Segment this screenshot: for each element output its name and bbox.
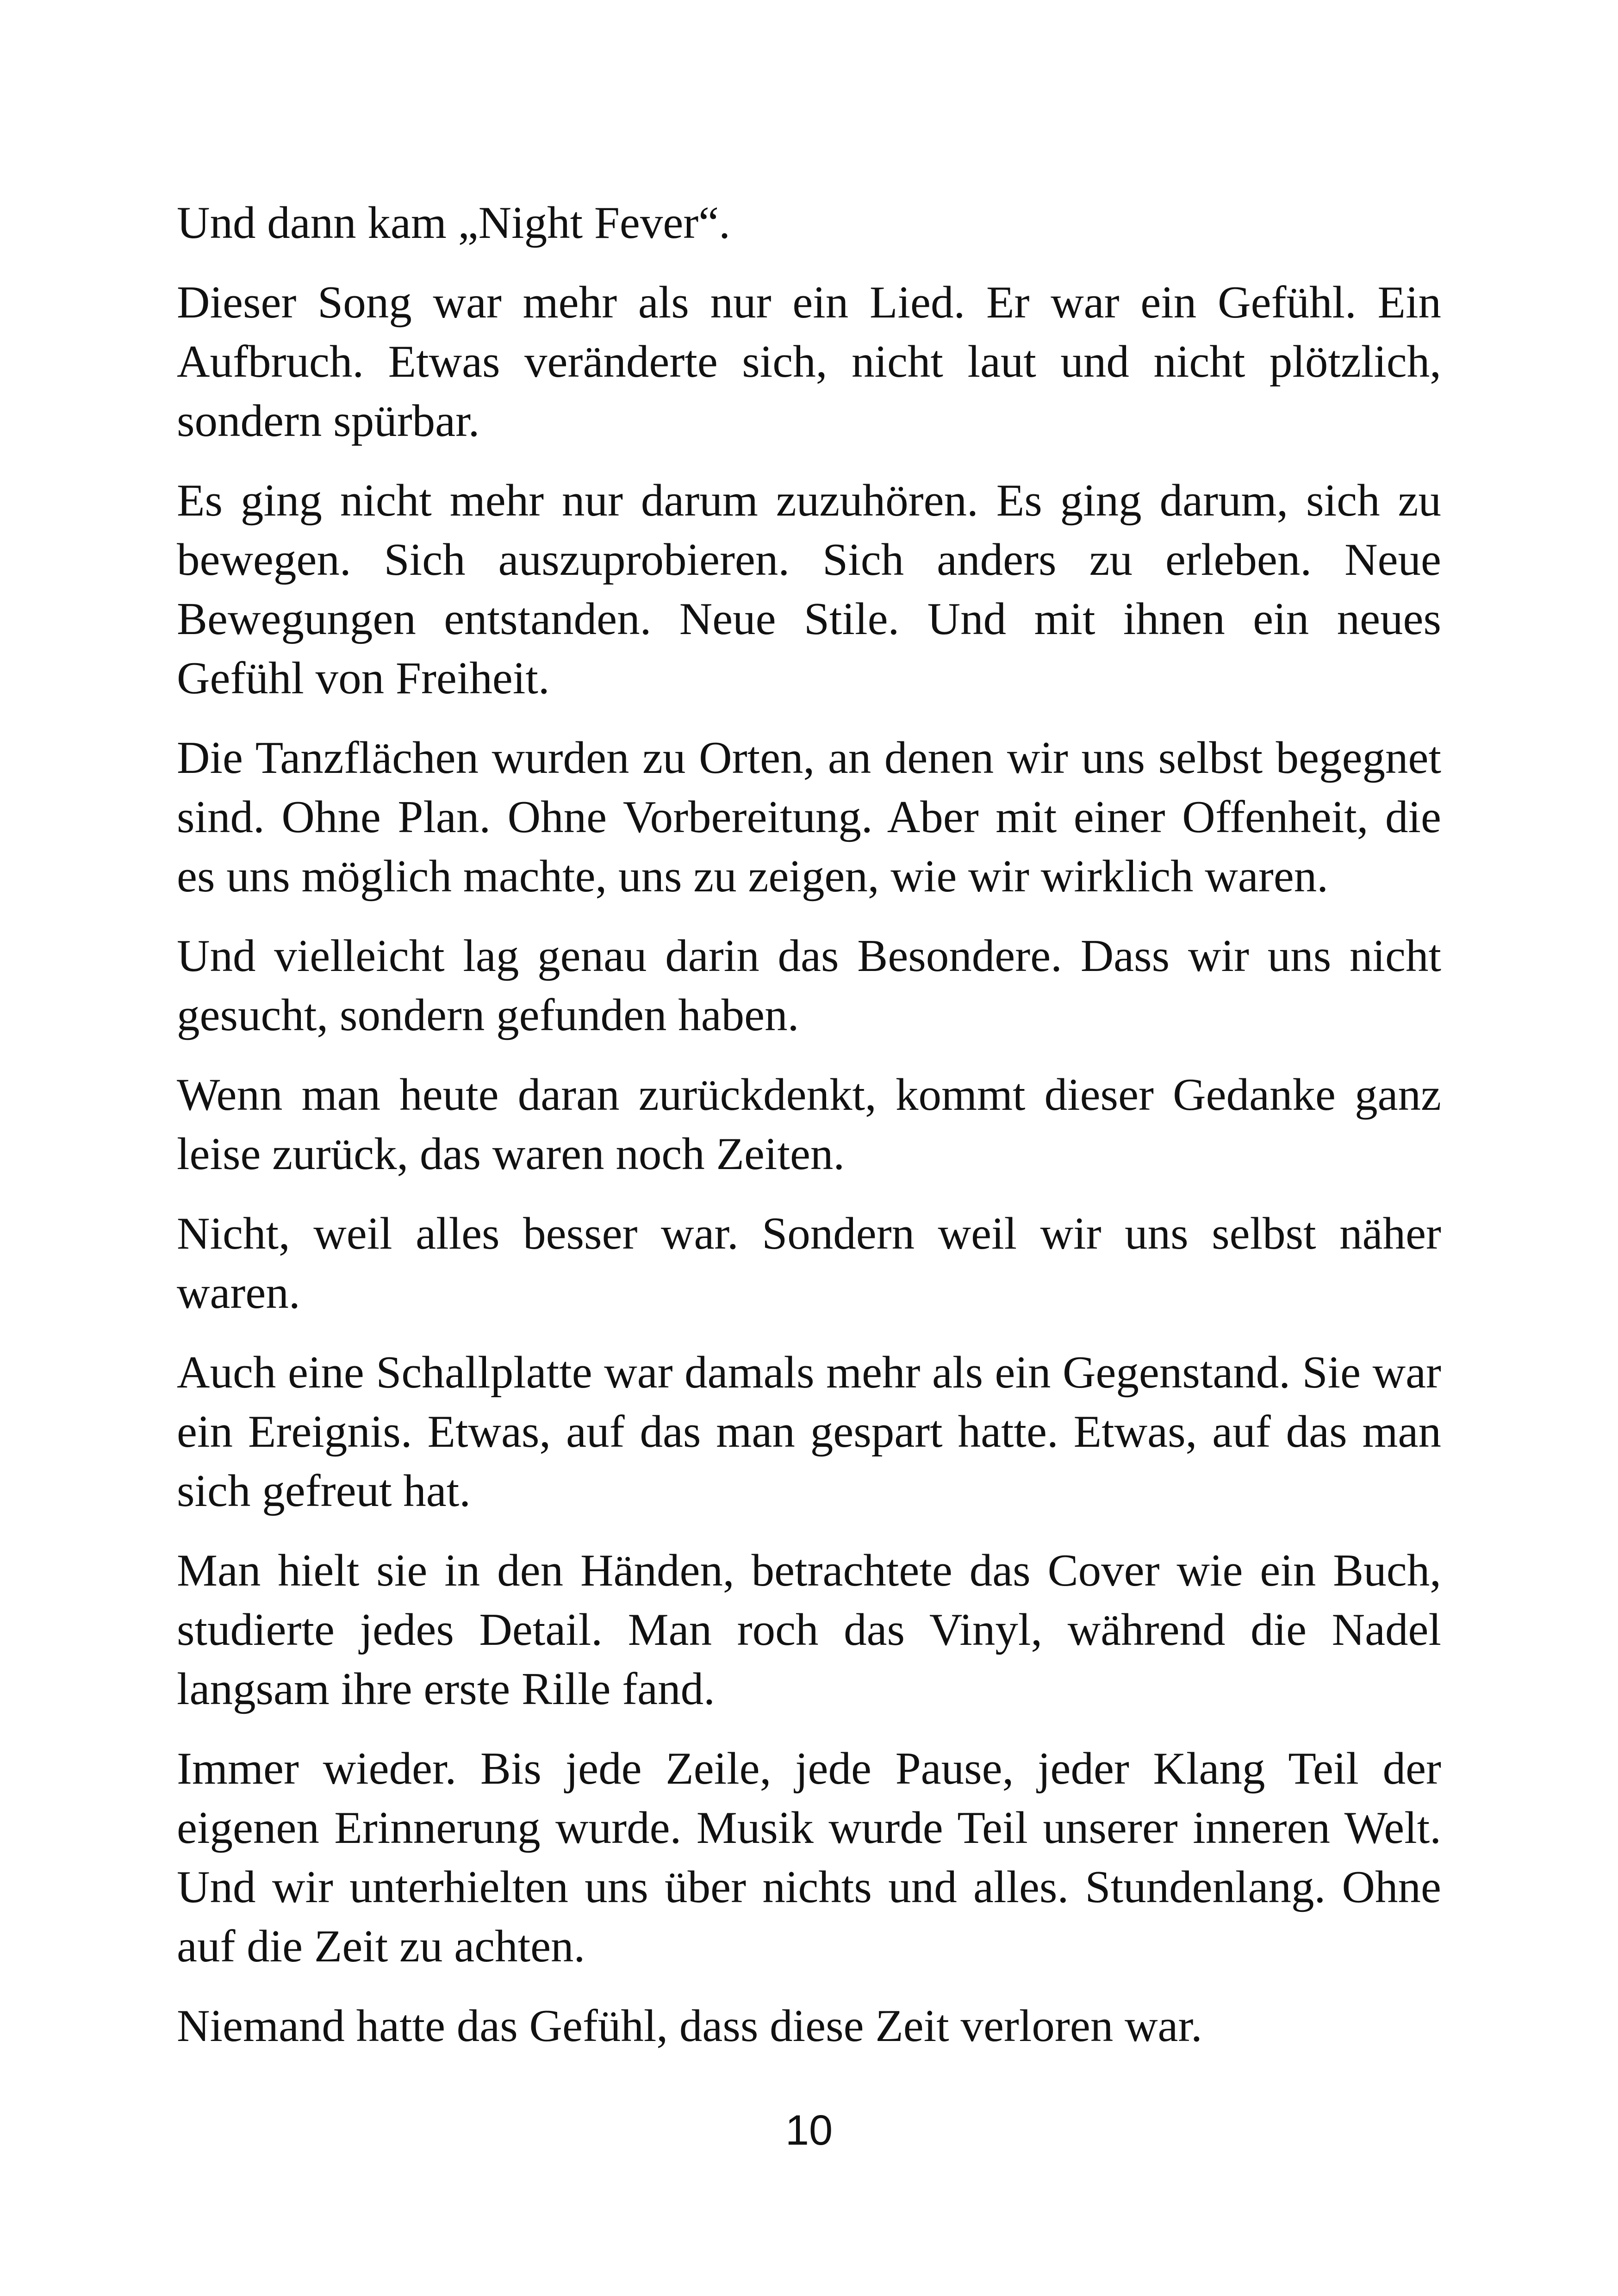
paragraph-2: Dieser Song war mehr als nur ein Lied. Er war ein Gefühl. Ein Aufbruch. Etwas veränderte sich, nicht laut und nicht plötzlich, sondern spürbar. [177, 277, 1441, 446]
paragraph-4: Die Tanzflächen wurden zu Orten, an denen wir uns selbst begegnet sind. Ohne Plan. Ohne Vorbereitung. Aber mit einer Offenheit, die es uns möglich machte, uns zu zeigen, wie wir wirklich waren. [177, 733, 1441, 902]
paragraph-7: Nicht, weil alles besser war. Sondern weil wir uns selbst näher waren. [177, 1208, 1441, 1318]
paragraph-11: Niemand hatte das Gefühl, dass diese Zeit verloren war. [177, 2001, 1202, 2051]
paragraph-10: Immer wieder. Bis jede Zeile, jede Pause, jeder Klang Teil der eigenen Erinnerung wurde. Musik wurde Teil unserer inneren Welt. Und wir unterhielten uns über nichts und alles. Stundenlang. Ohne auf die Zeit zu achten. [177, 1743, 1441, 1972]
page-number: 10 [785, 2107, 833, 2154]
paragraph-6: Wenn man heute daran zurückdenkt, kommt dieser Gedanke ganz leise zurück, das waren noch Zeiten. [177, 1070, 1441, 1179]
paragraph-1: Und dann kam „Night Fever“. [177, 198, 730, 248]
body-text [177, 193, 1441, 2076]
paragraph-8: Auch eine Schallplatte war damals mehr als ein Gegenstand. Sie war ein Ereignis. Etwas, auf das man gespart hatte. Etwas, auf das man sich gefreut hat. [177, 1347, 1441, 1516]
paragraph-9: Man hielt sie in den Händen, betrachtete das Cover wie ein Buch, studierte jedes Detail. Man roch das Vinyl, während die Nadel langsam ihre erste Rille fand. [177, 1545, 1441, 1714]
paragraph-3: Es ging nicht mehr nur darum zuzuhören. Es ging darum, sich zu bewegen. Sich auszuprobieren. Sich anders zu erleben. Neue Bewegungen entstanden. Neue Stile. Und mit ihnen ein neues Gefühl von Freiheit. [177, 475, 1441, 703]
paragraph-5: Und vielleicht lag genau darin das Besondere. Dass wir uns nicht gesucht, sondern gefunden haben. [177, 931, 1441, 1040]
